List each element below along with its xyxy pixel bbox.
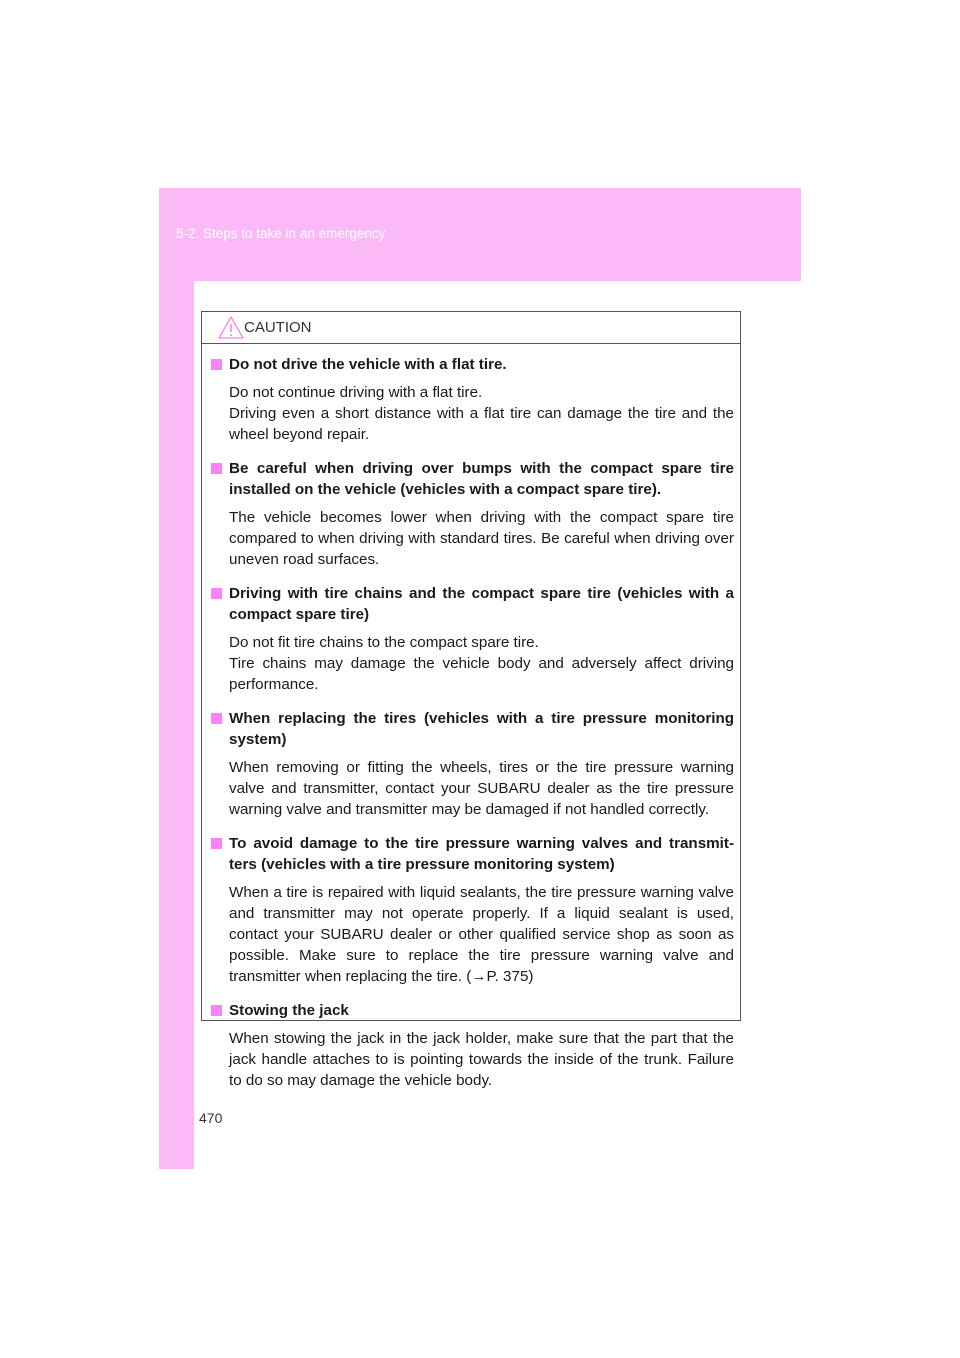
caution-item [211, 583, 734, 695]
caution-item-text [211, 382, 734, 445]
square-bullet-icon [211, 1005, 222, 1016]
caution-item-title: Do not drive the vehicle with a flat tire. [211, 354, 734, 375]
caution-item-text [211, 632, 734, 695]
caution-item [211, 833, 734, 987]
caution-item-title: Be careful when driving over bumps with the compact spare tire installed on the vehicle (vehicles with a compact spare tire). [211, 458, 734, 500]
caution-item-title: Driving with tire chains and the compact spare tire (vehicles with a compact spare tire) [211, 583, 734, 625]
caution-label: CAUTION [244, 319, 312, 336]
paragraph-line: When a tire is repaired with liquid sealants, the tire pressure warning valve and transmitter may not operate properly. If a liquid sealant is used, contact your SUBARU dealer or other qualified service shop as soon as possible. Make sure to replace the tire pressure warning valve and transmitter when replacing the tire. (→P. 375) [229, 884, 734, 985]
paragraph-line: The vehicle becomes lower when driving with the compact spare tire compared to when driving with standard tires. Be careful when driving over uneven road surfaces. [229, 509, 734, 568]
square-bullet-icon [211, 359, 222, 370]
caution-header [202, 312, 740, 344]
paragraph-line: Do not continue driving with a flat tire. [229, 384, 483, 401]
caution-item-title: To avoid damage to the tire pressure warning valves and transmit-ters (vehicles with a tire pressure monitoring system) [211, 833, 734, 875]
square-bullet-icon [211, 463, 222, 474]
caution-item-text [211, 507, 734, 570]
paragraph-line: Tire chains may damage the vehicle body and adversely affect driving performance. [229, 655, 734, 693]
caution-body [202, 344, 740, 1091]
side-strip [159, 281, 194, 1169]
caution-item [211, 354, 734, 445]
caution-box [201, 311, 741, 1089]
caution-item-text [211, 757, 734, 820]
warning-triangle-icon [218, 316, 244, 339]
square-bullet-icon [211, 838, 222, 849]
caution-item [211, 708, 734, 820]
caution-item-title: Stowing the jack [211, 1000, 734, 1021]
paragraph-line: Driving even a short distance with a flat tire can damage the tire and the wheel beyond repair. [229, 405, 734, 443]
caution-item-title: When replacing the tires (vehicles with a tire pressure monitoring system) [211, 708, 734, 750]
caution-item-text [211, 1028, 734, 1091]
caution-item [211, 1000, 734, 1091]
caution-item [211, 458, 734, 570]
paragraph-line: Do not fit tire chains to the compact spare tire. [229, 634, 539, 651]
paragraph-line: When removing or fitting the wheels, tires or the tire pressure warning valve and transmitter, contact your SUBARU dealer as the tire pressure warning valve and transmitter may be damaged if not handled correctly. [229, 759, 734, 818]
caution-item-text [211, 882, 734, 987]
section-header: 5-2. Steps to take in an emergency [176, 226, 386, 241]
square-bullet-icon [211, 588, 222, 599]
page-number: 470 [199, 1110, 223, 1126]
paragraph-line: When stowing the jack in the jack holder, make sure that the part that the jack handle attaches to is pointing towards the inside of the trunk. Failure to do so may damage the vehicle body. [229, 1030, 734, 1089]
square-bullet-icon [211, 713, 222, 724]
